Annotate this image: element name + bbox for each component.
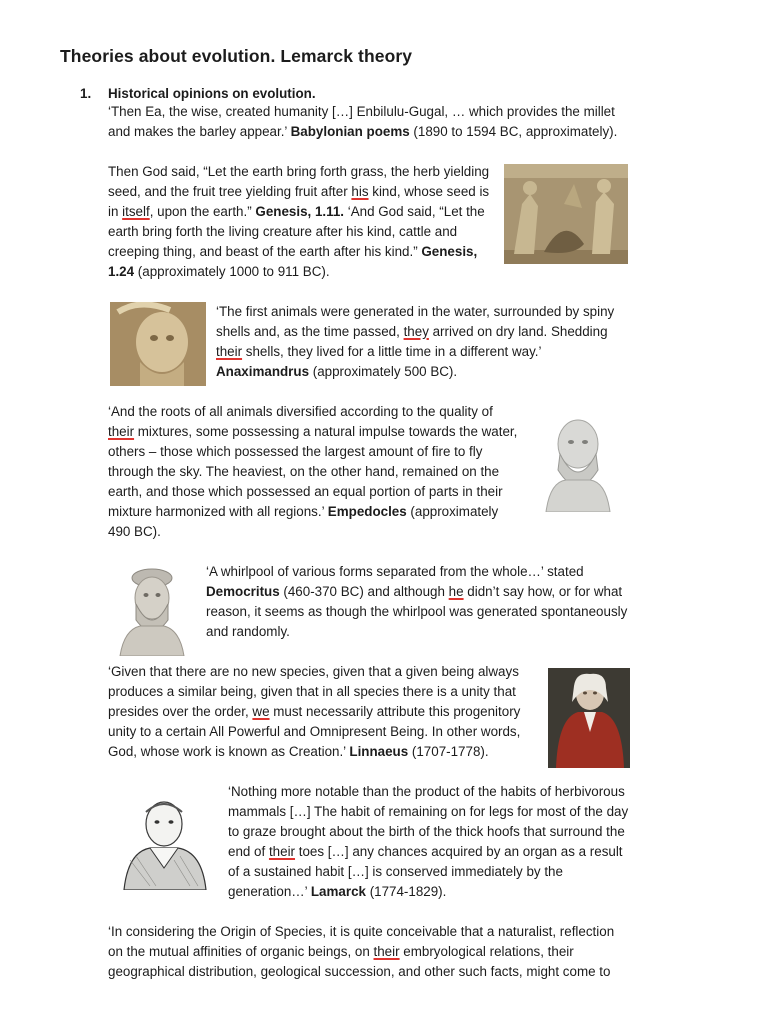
source-name: Lamarck (310, 884, 366, 899)
democritus-bust-image (112, 564, 192, 656)
anaximandrus-image (110, 302, 206, 386)
quote-anaximandrus (216, 302, 616, 382)
section-number: 1. (80, 86, 92, 101)
spellcheck-word: their (373, 944, 400, 959)
source-name: Empedocles (327, 504, 407, 519)
spellcheck-word: he (448, 584, 464, 599)
source-name: Anaximandrus (216, 364, 310, 379)
quote-darwin (108, 922, 628, 982)
spellcheck-word: his (351, 184, 369, 199)
quote-text: ‘A whirlpool of various forms separated from the whole…’ stated (206, 564, 584, 579)
quote-babylonian (108, 102, 628, 142)
source-name: Linnaeus (349, 744, 409, 759)
quote-text: mixtures, some possessing a natural impulse towards the water, others – those which possessed the largest amount of fire to fly through the sky. The heaviest, on the other hand, remained on the earth, and those which possessed an equal portion of parts in their mixture harmonized with all regions.’ (108, 424, 518, 519)
source-name: Genesis, 1.11. (255, 204, 345, 219)
quote-genesis (108, 162, 496, 282)
quote-text: arrived on dry land. Shedding (428, 324, 608, 339)
quote-text: ‘Given that there are no new species, given that a given being always produces a similar being, given that in all species there is a unity that presides over the order, (108, 664, 519, 719)
source-name: Genesis, 1.24 (108, 244, 478, 279)
quote-text: didn’t say how, or for what reason, it seems as though the whirlpool was generated spontaneously and randomly. (206, 584, 628, 639)
quote-text: toes […] any chances acquired by an organ as a result of a sustained habit […] is conserved immediately by the generation…’ (228, 844, 623, 899)
quote-text: ‘And God said, “Let the earth bring forth the living creature after his kind, cattle and creeping thing, and beast of the earth after his kind.” (108, 204, 485, 259)
source-date: (approximately 490 BC). (108, 504, 499, 539)
quote-text: ‘And the roots of all animals diversified according to the quality of (108, 404, 493, 419)
quote-text: ‘Nothing more notable than the product of the habits of herbivorous mammals […] The habit of remaining on for legs for most of the day to graze brought about the birth of the thick hoofs that surround the end of (228, 784, 629, 859)
spellcheck-word: they (403, 324, 429, 339)
spellcheck-word: their (268, 844, 296, 859)
spellcheck-word: their (216, 344, 243, 359)
source-date: (1774-1829). (365, 884, 447, 899)
linnaeus-portrait-image (548, 668, 630, 768)
lamarck-engraving-image (110, 790, 218, 890)
spellcheck-word: itself (122, 204, 150, 219)
quote-linnaeus (108, 662, 538, 762)
quote-text: , upon the earth.” (149, 204, 256, 219)
quote-text: must necessarily attribute this progenitory unity to a certain All Powerful and Omnipresent Being. In other words, God, whose work is known as Creation.’ (108, 704, 521, 759)
section-title: Historical opinions on evolution. (108, 86, 316, 101)
source-date: (approximately 500 BC). (309, 364, 458, 379)
source-date: (460-370 BC) and although (279, 584, 449, 599)
babylonian-relief-image (504, 164, 628, 264)
spellcheck-word: we (252, 704, 270, 719)
quote-text: ‘In considering the Origin of Species, it is quite conceivable that a naturalist, reflection on the mutual affinities of organic beings, on (108, 924, 615, 959)
quote-text: kind, whose seed is in (108, 184, 490, 219)
quote-lamarck (228, 782, 636, 902)
source-name: Democritus (206, 584, 280, 599)
section-heading (80, 84, 316, 104)
quote-text: ‘Then Ea, the wise, created humanity […] Enbilulu-Gugal, … which provides the millet and makes the barley appear.’ (108, 104, 615, 139)
spellcheck-word: their (108, 424, 135, 439)
source-date: (1707-1778). (408, 744, 489, 759)
quote-democritus (206, 562, 634, 642)
quote-text: Then God said, “Let the earth bring forth grass, the herb yielding seed, and the fruit tree yielding fruit after (108, 164, 490, 199)
page-title: Theories about evolution. Lemarck theory (60, 46, 413, 66)
quote-text: shells, they lived for a little time in a different way.’ (242, 344, 542, 359)
source-name: Babylonian poems (290, 124, 410, 139)
empedocles-bust-image (536, 410, 616, 512)
quote-text: embryological relations, their geographical distribution, geological succession, and other such facts, might come to (108, 944, 611, 979)
quote-empedocles (108, 402, 520, 542)
source-date: (approximately 1000 to 911 BC). (134, 264, 330, 279)
source-date: (1890 to 1594 BC, approximately). (409, 124, 618, 139)
quote-text: ‘The first animals were generated in the water, surrounded by spiny shells and, as the time passed, (216, 304, 615, 339)
